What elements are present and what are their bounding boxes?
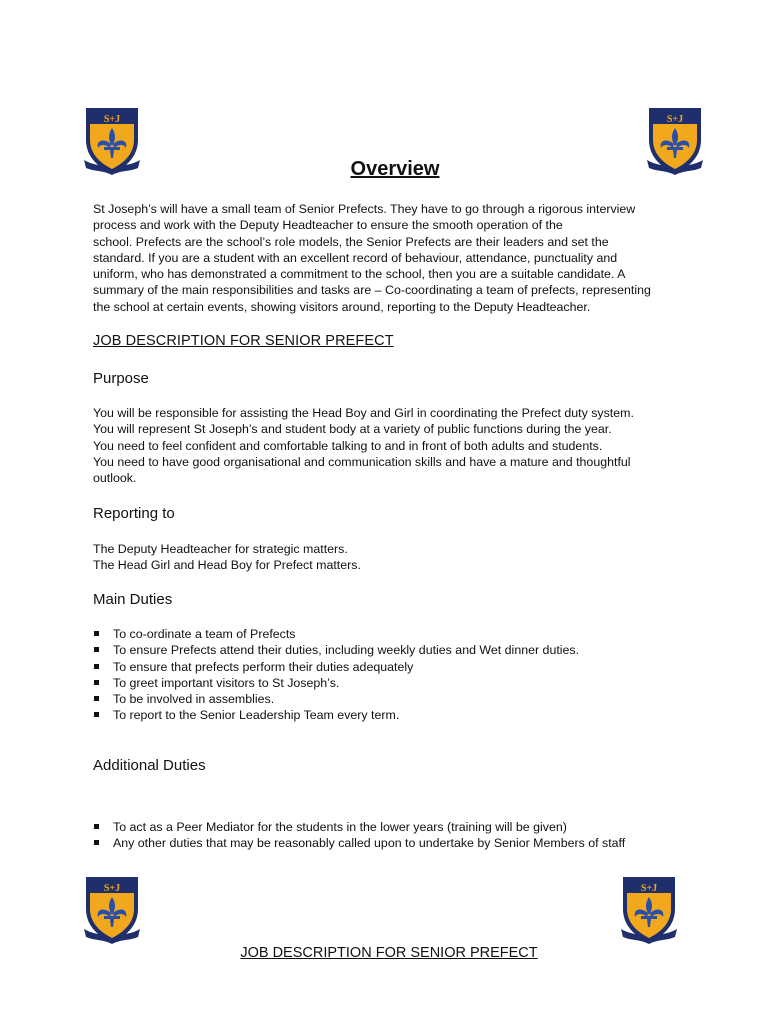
bullet-icon — [94, 647, 99, 652]
bullet-icon — [94, 824, 99, 829]
school-crest-bottom-left — [80, 873, 144, 945]
overview-line: process and work with the Deputy Headteacher to ensure the smooth operation of the — [93, 218, 563, 233]
reporting-line: The Head Girl and Head Boy for Prefect matters. — [93, 558, 361, 573]
overview-line: uniform, who has demonstrated a commitment to the school, then you are a suitable candidate. A — [93, 267, 626, 282]
overview-line: St Joseph’s will have a small team of Senior Prefects. They have to go through a rigorous interview — [93, 202, 636, 216]
reporting-line: The Deputy Headteacher for strategic matters. — [93, 542, 348, 556]
purpose-line: You will represent St Joseph’s and student body at a variety of public functions during the year. — [93, 422, 612, 437]
list-item: To ensure Prefects attend their duties, including weekly duties and Wet dinner duties. — [93, 642, 693, 658]
job-description-heading: JOB DESCRIPTION FOR SENIOR PREFECT — [93, 333, 394, 349]
purpose-line: outlook. — [93, 471, 137, 486]
purpose-line: You need to have good organisational and communication skills and have a mature and thoughtful — [93, 454, 631, 469]
purpose-heading: Purpose — [93, 370, 149, 387]
bullet-icon — [94, 712, 99, 717]
overview-line: school. Prefects are the school’s role models, the Senior Prefects are their leaders and set the — [93, 234, 609, 249]
svg-text:S+J: S+J — [103, 883, 121, 894]
bullet-icon — [94, 631, 99, 636]
svg-text:S+J: S+J — [103, 114, 121, 125]
overview-line: standard. If you are a student with an excellent record of behaviour, attendance, punctuality and — [93, 250, 618, 265]
list-item: Any other duties that may be reasonably called upon to undertake by Senior Members of staff — [93, 835, 693, 851]
list-item: To be involved in assemblies. — [93, 691, 693, 707]
overview-line: the school at certain events, showing visitors around, reporting to the Deputy Headteacher. — [93, 299, 591, 314]
overview-line: summary of the main responsibilities and tasks are – Co-coordinating a team of prefects, representing — [93, 283, 651, 298]
footer-job-description-heading: JOB DESCRIPTION FOR SENIOR PREFECT — [240, 945, 538, 961]
overview-title: Overview — [350, 158, 440, 180]
reporting-paragraph — [93, 541, 693, 574]
school-crest-bottom-right — [617, 873, 681, 945]
list-item: To ensure that prefects perform their duties adequately — [93, 659, 693, 675]
overview-paragraph — [93, 201, 693, 315]
list-item: To act as a Peer Mediator for the students in the lower years (training will be given) — [93, 819, 693, 835]
additional-duties-heading: Additional Duties — [93, 757, 206, 774]
bullet-icon — [94, 840, 99, 845]
main-duties-heading: Main Duties — [93, 591, 173, 608]
purpose-line: You will be responsible for assisting the Head Boy and Girl in coordinating the Prefect duty system. — [93, 406, 634, 420]
additional-duties-list — [93, 819, 693, 852]
list-item: To greet important visitors to St Joseph’s. — [93, 675, 693, 691]
purpose-paragraph — [93, 405, 693, 486]
svg-text:S+J: S+J — [666, 114, 684, 125]
svg-text:S+J: S+J — [640, 883, 658, 894]
bullet-icon — [94, 696, 99, 701]
main-duties-list — [93, 626, 693, 724]
list-item: To report to the Senior Leadership Team every term. — [93, 707, 693, 723]
list-item: To co-ordinate a team of Prefects — [93, 626, 693, 642]
bullet-icon — [94, 664, 99, 669]
bullet-icon — [94, 680, 99, 685]
reporting-heading: Reporting to — [93, 505, 175, 522]
purpose-line: You need to feel confident and comfortable talking to and in front of both adults and students. — [93, 438, 603, 453]
